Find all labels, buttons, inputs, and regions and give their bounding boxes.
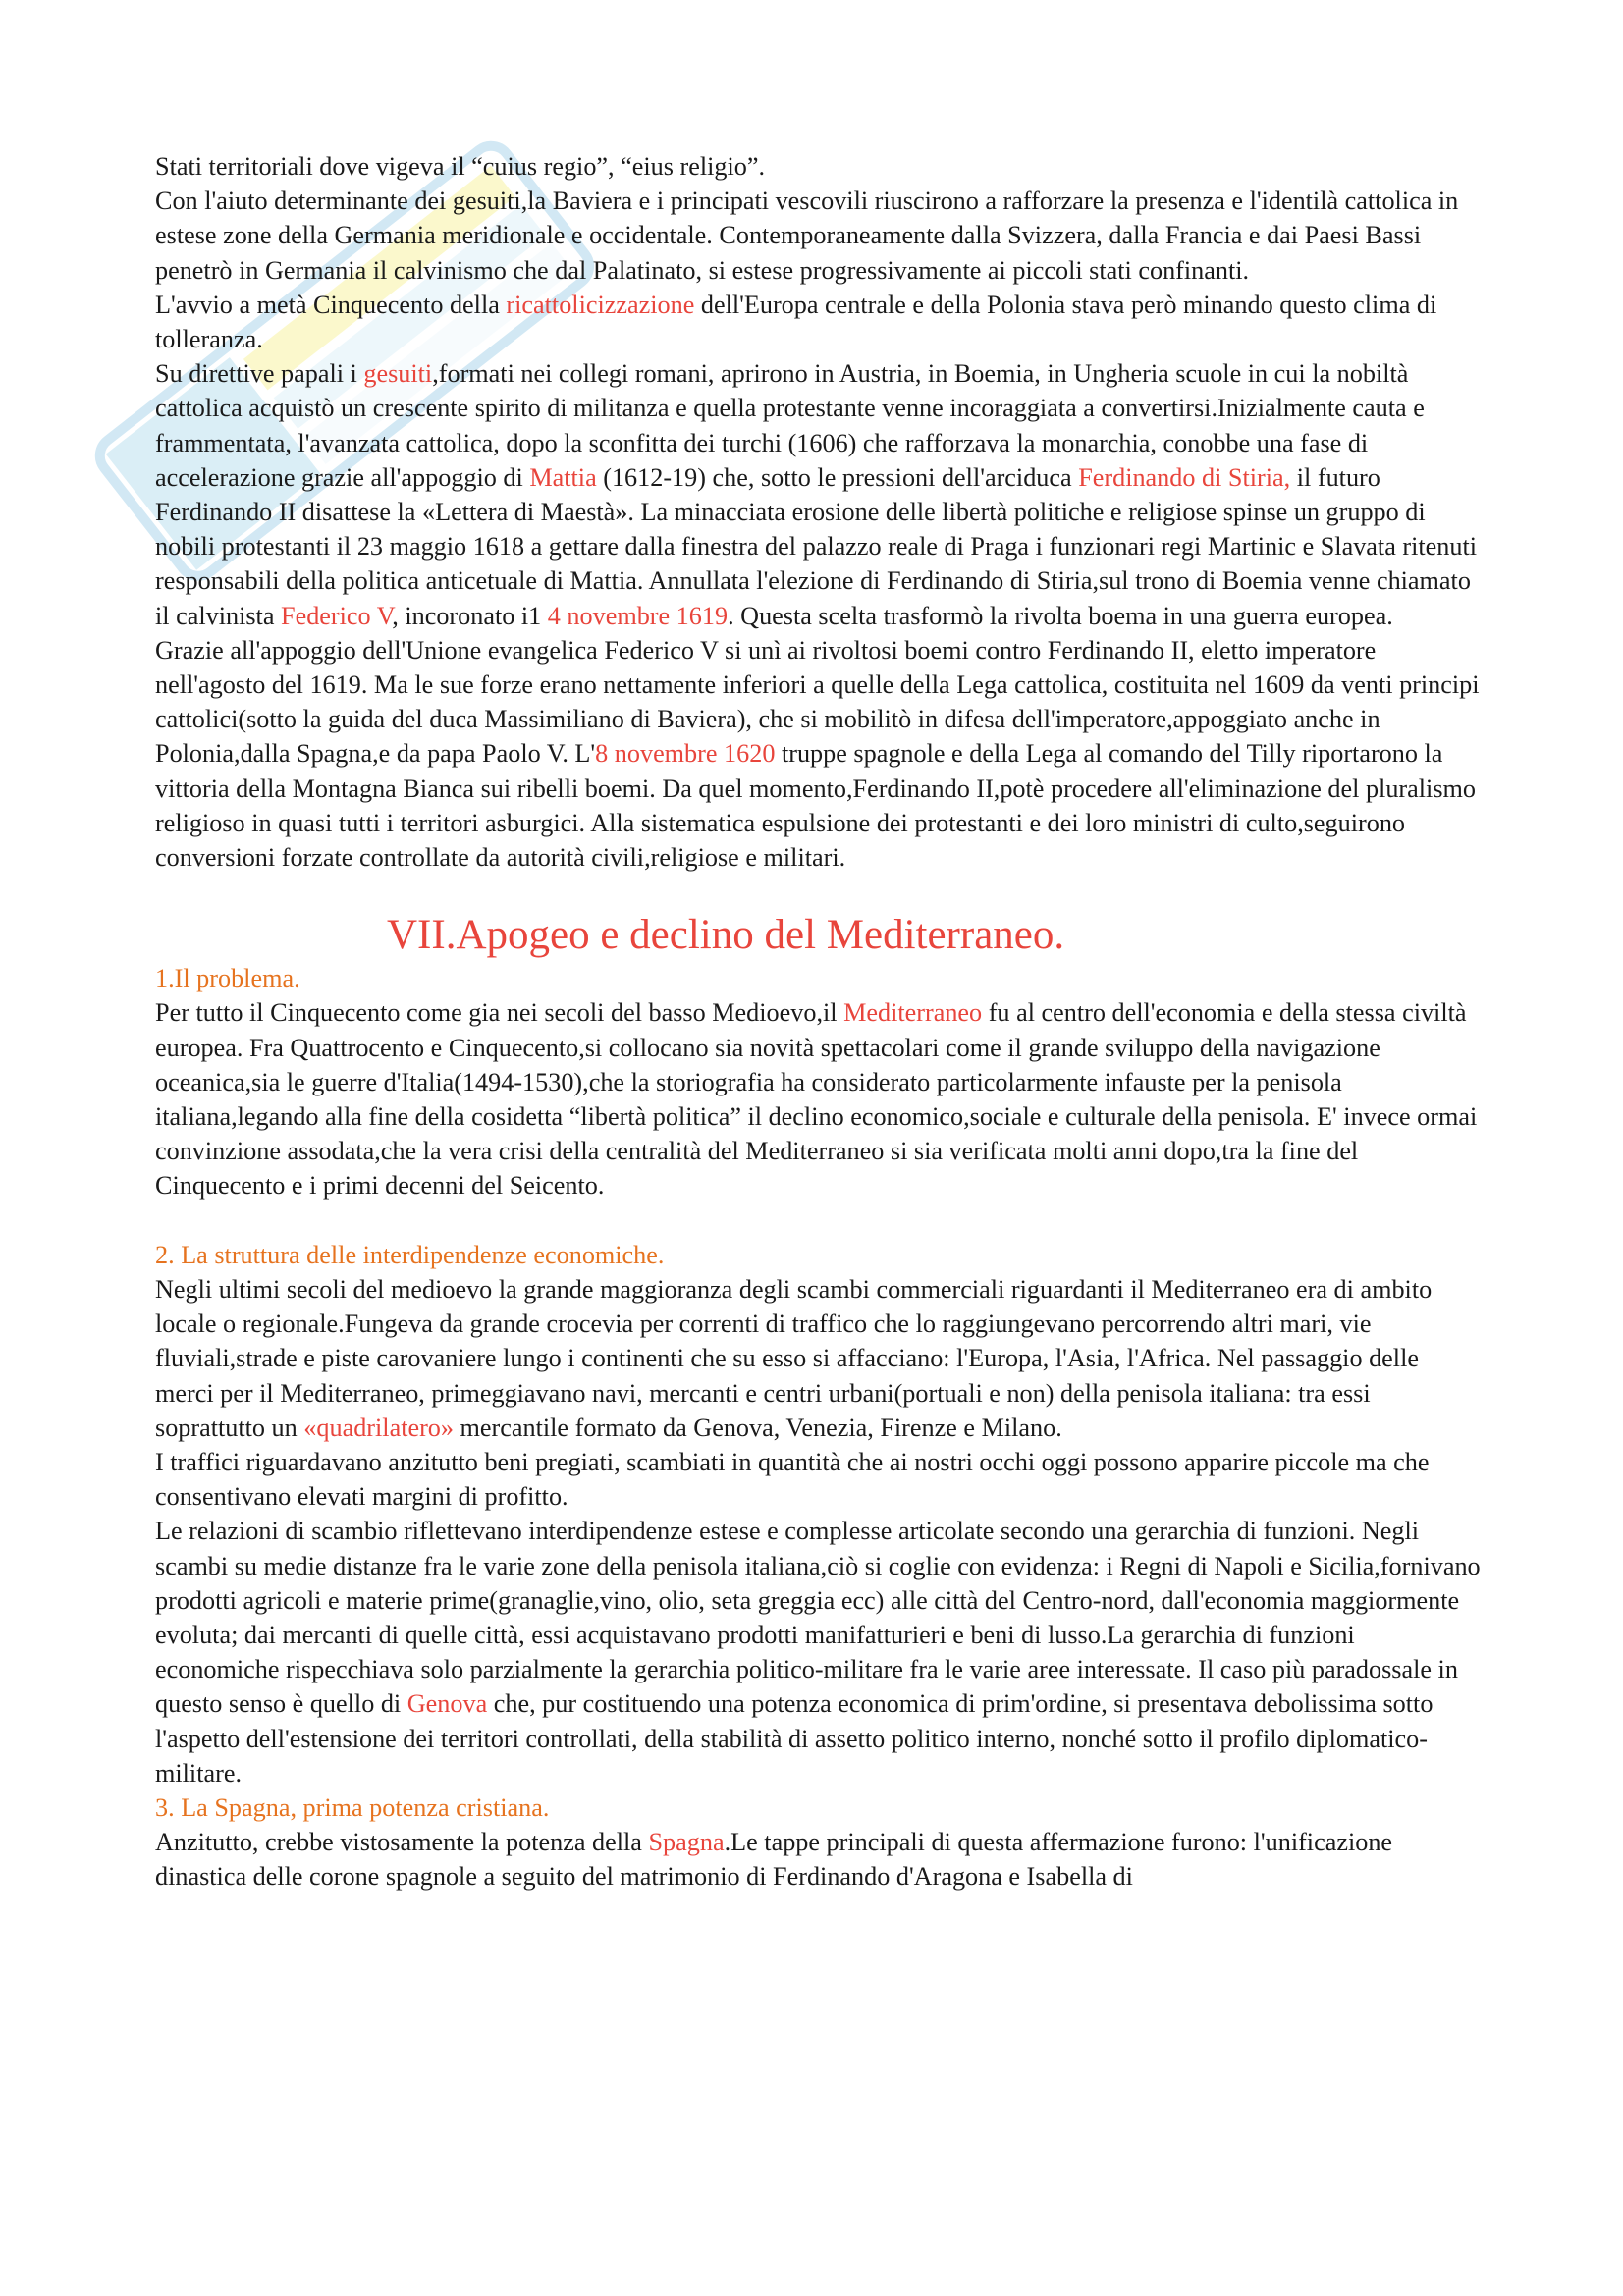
highlight-term: Mattia bbox=[529, 462, 597, 492]
section-heading: 2. La struttura delle interdipendenze economiche. bbox=[155, 1240, 665, 1269]
paragraph: I traffici riguardavano anzitutto beni pregiati, scambiati in quantità che ai nostri occhi oggi possono apparire piccole ma che consentivano elevati margini di profitto. bbox=[155, 1447, 1430, 1512]
paragraph bbox=[155, 356, 1483, 633]
paragraph bbox=[155, 288, 1483, 356]
text-run: fu al centro dell'economia e della stessa civiltà europea. Fra Quattrocento e Cinquecento,si collocano sia novità spettacolari come il grande sviluppo della navigazione oceanica,sia le guerre d'Italia(1494-1530),che la storiografia ha considerato particolarmente infauste per la penisola italiana,legando alla fine della cosidetta “libertà politica” il declino economico,sociale e culturale della penisola. E' invece ormai convinzione assodata,che la vera crisi della centralità del Mediterraneo si sia verificata molti anni dopo,tra la fine del Cinquecento e i primi decenni del Seicento. bbox=[155, 998, 1478, 1201]
text-run: .Le tappe principali di questa affermazione furono: l'unificazione dinastica delle corone spagnole a seguito del matrimonio di Ferdinando d'Aragona e Isabella di bbox=[155, 1828, 1393, 1892]
text-run: Negli ultimi secoli del medioevo la grande maggioranza degli scambi commerciali riguardanti il Mediterraneo era di ambito locale o regionale.Fungeva da grande crocevia per correnti di traffico che lo raggiungevano percorrendo altri mari, vie fluviali,strade e piste carovaniere lungo i continenti che su esso si affacciano: l'Europa, l'Asia, l'Africa. Nel passaggio delle merci per il Mediterraneo, primeggiavano navi, mercanti e centri urbani(portuali e non) della penisola italiana: tra essi soprattutto un bbox=[155, 1274, 1433, 1442]
text-run: dell'Europa centrale e della Polonia stava però minando questo clima di tolleranza. bbox=[155, 290, 1437, 354]
section-heading: 1.Il problema. bbox=[155, 964, 300, 993]
paragraph bbox=[155, 1272, 1483, 1445]
text-run: L'avvio a metà Cinquecento della bbox=[155, 290, 507, 319]
text-run: (1612-19) che, sotto le pressioni dell'arciduca bbox=[596, 462, 1079, 492]
highlight-term: «quadrilatero» bbox=[303, 1413, 454, 1442]
paragraph bbox=[155, 1514, 1483, 1790]
text-run: Anzitutto, crebbe vistosamente la potenza della bbox=[155, 1828, 649, 1857]
highlight-term: 8 novembre 1620 bbox=[595, 739, 776, 769]
text-run: che, pur costituendo una potenza economica di prim'ordine, si presentava debolissima sotto l'aspetto dell'estensione dei territori controllati, della stabilità di assetto politico interno, nonché sotto il profilo diplomatico- militare. bbox=[155, 1689, 1434, 1788]
highlight-term: gesuiti bbox=[363, 359, 433, 389]
chapter-title: VII.Apogeo e declino del Mediterraneo. bbox=[387, 912, 1065, 959]
paragraph: Stati territoriali dove vigeva il “cuius regio”, “eius religio”. bbox=[155, 152, 766, 181]
highlight-term: Genova bbox=[406, 1689, 488, 1719]
text-run: Le relazioni di scambio riflettevano interdipendenze estese e complesse articolate secondo una gerarchia di funzioni. Negli scambi su medie distanze fra le varie zone della penisola italiana,ciò si coglie con evidenza: i Regni di Napoli e Sicilia,fornivano prodotti agricoli e materie prime(granaglie,vino, olio, seta greggia ecc) alle città del Centro-nord, dall'economia maggiormente evoluta; dai mercanti di quelle città, essi acquistavano prodotti manifatturieri e beni di lusso.La gerarchia di funzioni economiche rispecchiava solo parzialmente la gerarchia politico-militare fra le varie aree interessate. Il caso più paradossale in questo senso è quello di bbox=[155, 1517, 1481, 1719]
highlight-term: Ferdinando di Stiria, bbox=[1078, 462, 1291, 492]
paragraph bbox=[155, 1825, 1483, 1894]
highlight-term: ricattolicizzazione bbox=[506, 290, 695, 319]
text-run: il futuro Ferdinando II disattese la «Lettera di Maestà». La minacciata erosione delle libertà politiche e religiose spinse un gruppo di nobili protestanti il 23 maggio 1618 a gettare dalla finestra del palazzo reale di Praga i funzionari regi Martinic e Slavata ritenuti responsabili della politica anticetuale di Mattia. Annullata l'elezione di Ferdinando di Stiria,sul trono di Boemia venne chiamato il calvinista bbox=[155, 462, 1477, 630]
highlight-term: Federico V bbox=[281, 601, 393, 630]
paragraph bbox=[155, 633, 1483, 875]
text-run: Grazie all'appoggio dell'Unione evangelica Federico V si unì ai rivoltosi boemi contro Ferdinando II, eletto imperatore nell'agosto del 1619. Ma le sue forze erano nettamente inferiori a quelle della Lega cattolica, costituita nel 1609 da venti principi cattolici(sotto la guida del duca Massimiliano di Baviera), che si mobilitò in difesa dell'imperatore,appoggiato anche in Polonia,dalla Spagna,e da papa Paolo V. L' bbox=[155, 635, 1480, 769]
spacer bbox=[155, 1203, 1483, 1238]
text-run: Su direttive papali i bbox=[155, 359, 364, 389]
highlight-term: Mediterraneo bbox=[843, 998, 983, 1028]
text-run: ,formati nei collegi romani, aprirono in Austria, in Boemia, in Ungheria scuole in cui la nobiltà cattolica acquistò un crescente spirito di militanza e quella protestante venne incoraggiata a convertirsi.Inizialmente cauta e frammentata, l'avanzata cattolica, dopo la sconfitta dei turchi (1606) che rafforzava la monarchia, conobbe una fase di accelerazione grazie all'appoggio di bbox=[155, 359, 1425, 492]
text-run: mercantile formato da Genova, Venezia, Firenze e Milano. bbox=[454, 1413, 1062, 1442]
highlight-term: Spagna bbox=[648, 1828, 725, 1857]
text-run: , incoronato i1 bbox=[392, 601, 548, 630]
highlight-term: 4 novembre 1619 bbox=[547, 601, 729, 630]
paragraph: Con l'aiuto determinante dei gesuiti,la Baviera e i principati vescovili riuscirono a rafforzare la presenza e l'identilà cattolica in estese zone della Germania meridionale e occidentale. Contemporaneamente dalla Svizzera, dalla Francia e dai Paesi Bassi penetrò in Germania il calvinismo che dal Palatinato, si estese progressivamente ai piccoli stati confinanti. bbox=[155, 187, 1459, 285]
text-run: . Questa scelta trasformò la rivolta boema in una guerra europea. bbox=[728, 601, 1393, 630]
text-run: Per tutto il Cinquecento come gia nei secoli del basso Medioevo,il bbox=[155, 998, 844, 1028]
section-heading: 3. La Spagna, prima potenza cristiana. bbox=[155, 1792, 550, 1822]
text-run: truppe spagnole e della Lega al comando del Tilly riportarono la vittoria della Montagna Bianca sui ribelli boemi. Da quel momento,Ferdinando II,potè procedere all'eliminazione del pluralismo religioso in quasi tutti i territori asburgici. Alla sistematica espulsione dei protestanti e dei loro ministri di culto,seguirono conversioni forzate controllate da autorità civili,religiose e militari. bbox=[155, 739, 1476, 873]
document-body bbox=[155, 149, 1483, 1895]
paragraph bbox=[155, 995, 1483, 1202]
